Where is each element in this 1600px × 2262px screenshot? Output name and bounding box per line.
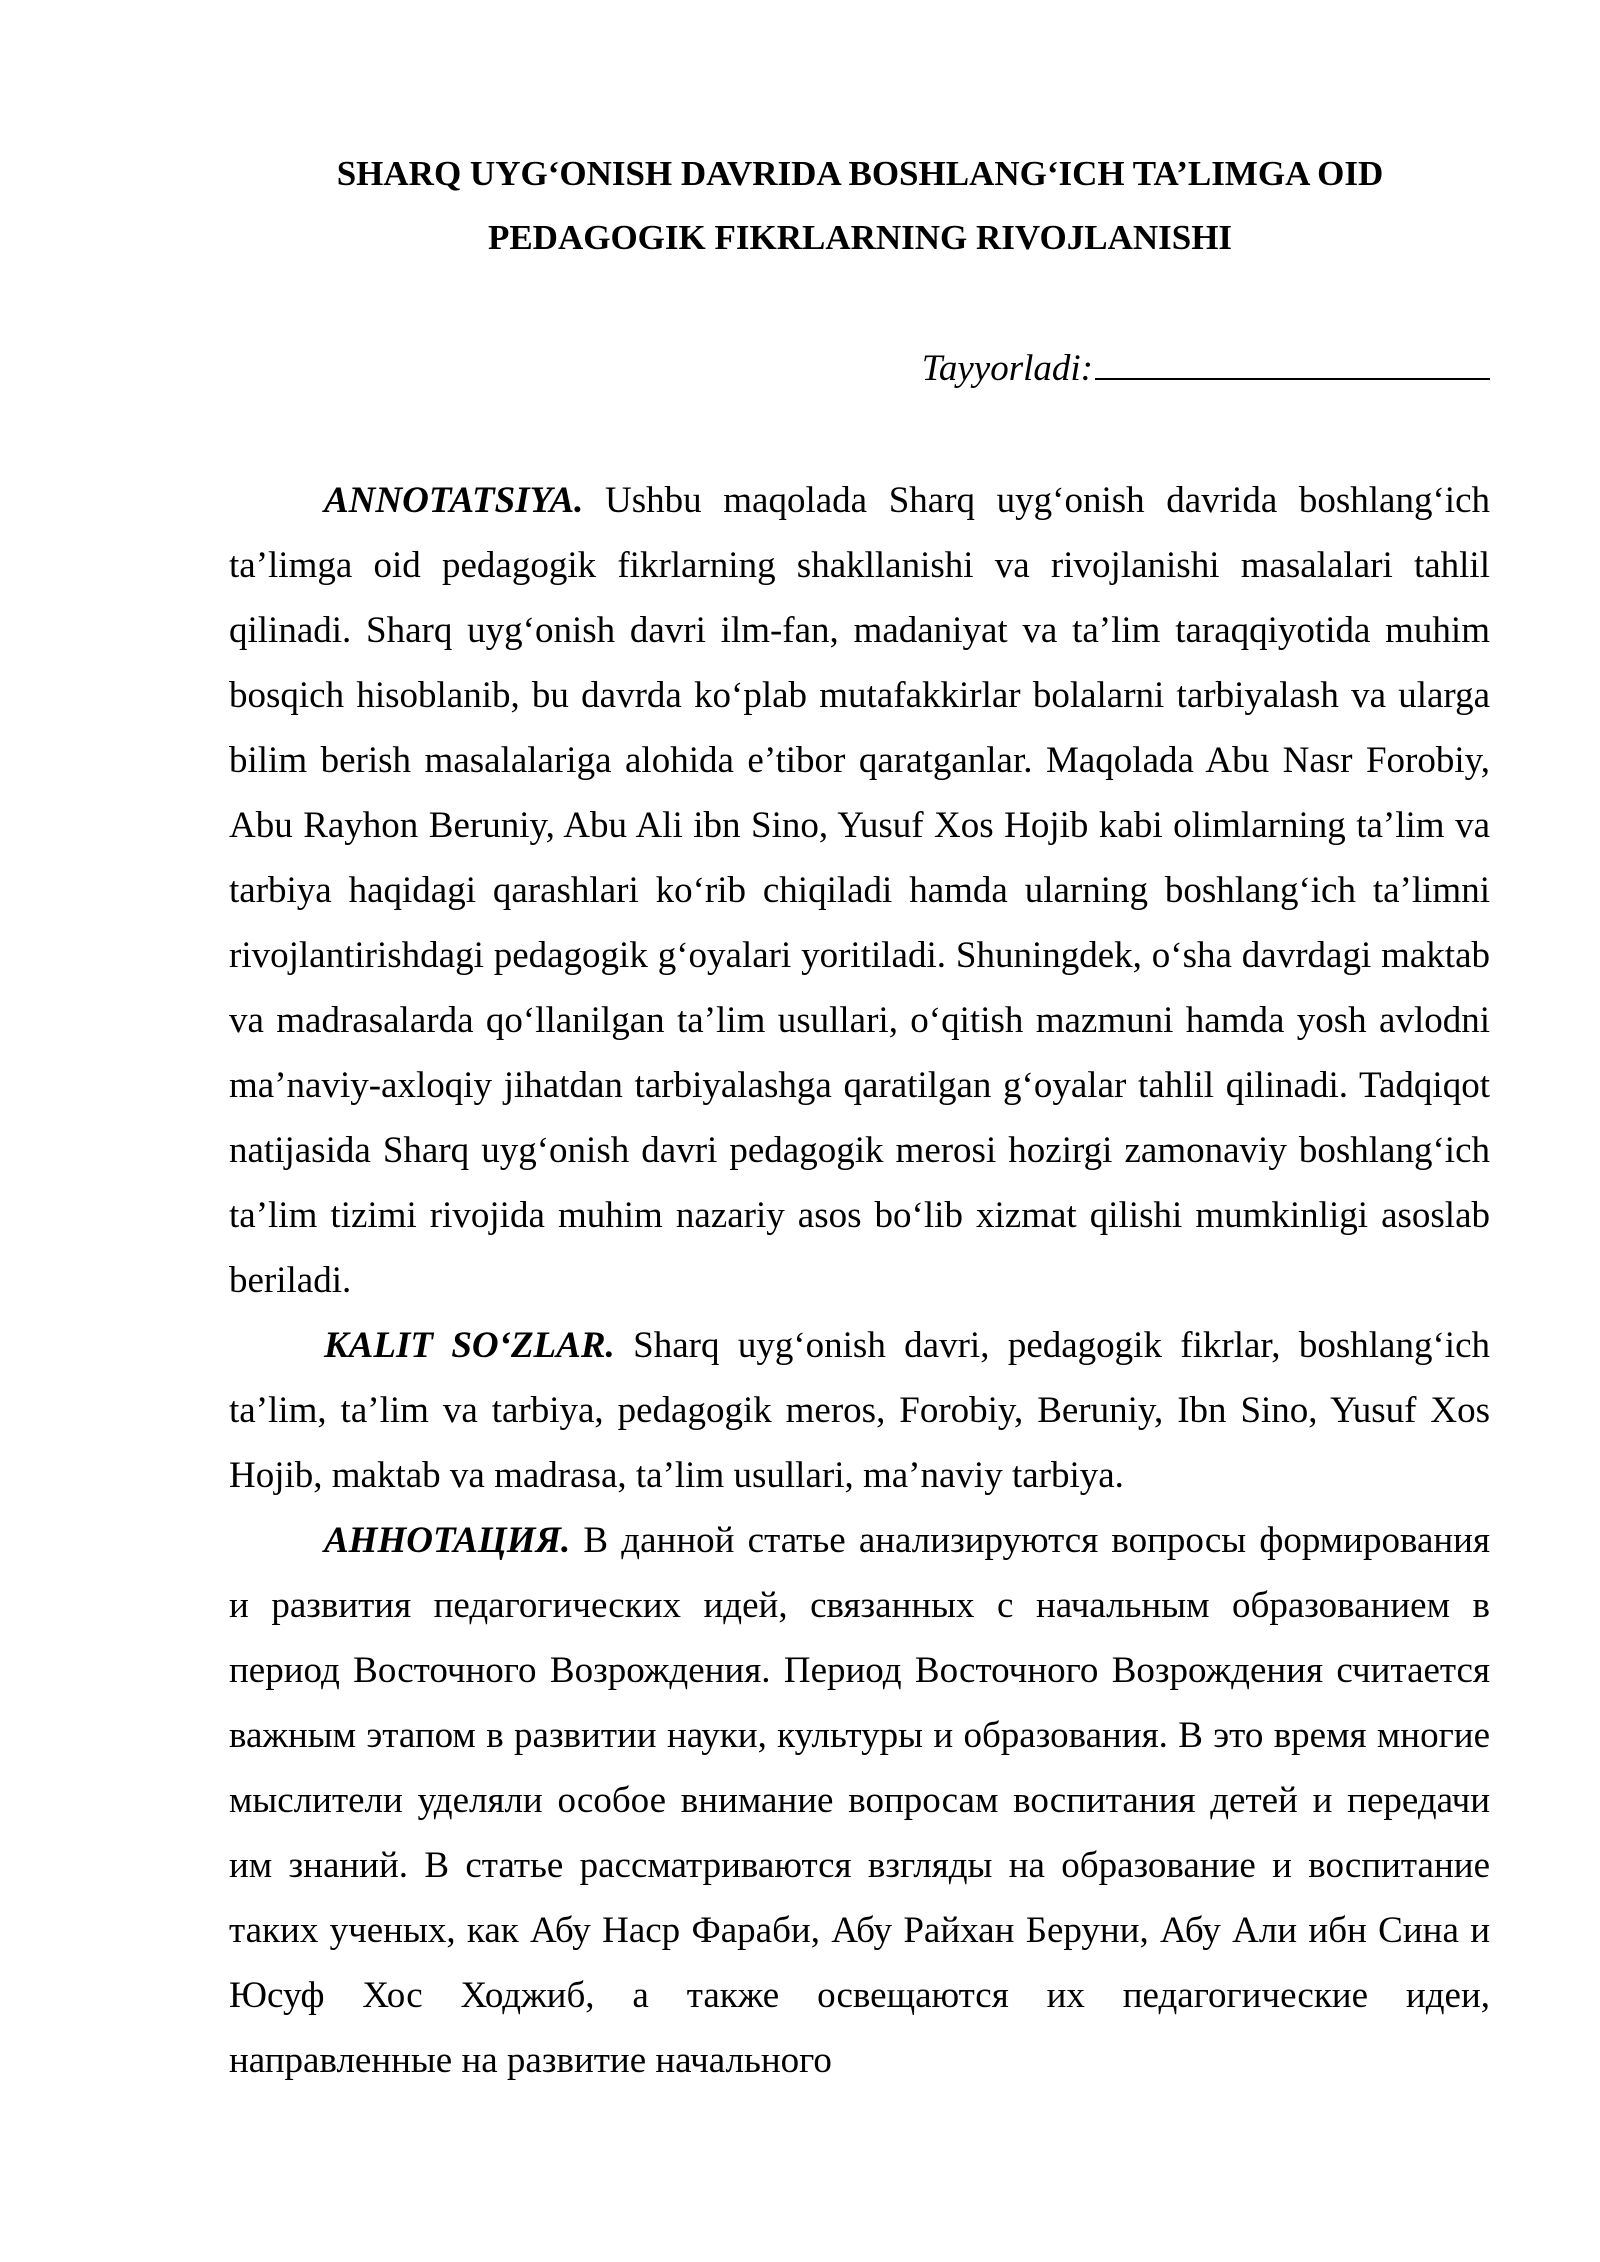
prepared-by-line: [922, 344, 1490, 394]
paper-title: [230, 142, 1490, 270]
abstract-ru-text: В данной статье анализируются вопросы формирования и развития педагогических идей, связанных с начальным образованием в период Восточного Возрождения. Период Восточного Возрождения считается важным этапом в развитии науки, культуры и образования. В это время многие мыслители уделяли особое внимание вопросам воспитания детей и передачи им знаний. В статье рассматриваются взгляды на образование и воспитание таких ученых, как Абу Наср Фараби, Абу Райхан Беруни, Абу Али ибн Сина и Юсуф Хос Ходжиб, а также освещаются их педагогические идеи, направленные на развитие начального: [229, 1520, 1490, 2081]
abstract-uz: [229, 468, 1490, 1313]
prepared-by-label: Tayyorladi:: [921, 348, 1093, 389]
abstract-ru-heading: АННОТАЦИЯ.: [324, 1520, 571, 1561]
author-blank-line: [1095, 344, 1490, 380]
article-body: [229, 468, 1490, 2093]
abstract-uz-heading: ANNOTATSIYA.: [324, 480, 584, 521]
title-line-2: PEDAGOGIK FIKRLARNING RIVOJLANISHI: [487, 218, 1233, 257]
keywords-uz-heading: KALIT SO‘ZLAR.: [324, 1325, 615, 1366]
keywords-uz: [229, 1313, 1490, 1508]
abstract-uz-text: Ushbu maqolada Sharq uyg‘onish davrida boshlang‘ich ta’limga oid pedagogik fikrlarning shakllanishi va rivojlanishi masalalari tahlil qilinadi. Sharq uyg‘onish davri ilm-fan, madaniyat va ta’lim taraqqiyotida muhim bosqich hisoblanib, bu davrda ko‘plab mutafakkirlar bolalarni tarbiyalash va ularga bilim berish masalalariga alohida e’tibor qaratganlar. Maqolada Abu Nasr Forobiy, Abu Rayhon Beruniy, Abu Ali ibn Sino, Yusuf Xos Hojib kabi olimlarning ta’lim va tarbiya haqidagi qarashlari ko‘rib chiqiladi hamda ularning boshlang‘ich ta’limni rivojlantirishdagi pedagogik g‘oyalari yoritiladi. Shuningdek, o‘sha davrdagi maktab va madrasalarda qo‘llanilgan ta’lim usullari, o‘qitish mazmuni hamda yosh avlodni ma’naviy-axloqiy jihatdan tarbiyalashga qaratilgan g‘oyalar tahlil qilinadi. Tadqiqot natijasida Sharq uyg‘onish davri pedagogik merosi hozirgi zamonaviy boshlang‘ich ta’lim tizimi rivojida muhim nazariy asos bo‘lib xizmat qilishi mumkinligi asoslab beriladi.: [229, 480, 1490, 1301]
keywords-uz-text: Sharq uyg‘onish davri, pedagogik fikrlar, boshlang‘ich ta’lim, ta’lim va tarbiya, pedagogik meros, Forobiy, Beruniy, Ibn Sino, Yusuf Xos Hojib, maktab va madrasa, ta’lim usullari, ma’naviy tarbiya.: [229, 1325, 1491, 1496]
abstract-ru: [229, 1508, 1490, 2093]
title-line-1: SHARQ UYG‘ONISH DAVRIDA BOSHLANG‘ICH TA’LIMGA OID: [336, 154, 1384, 193]
